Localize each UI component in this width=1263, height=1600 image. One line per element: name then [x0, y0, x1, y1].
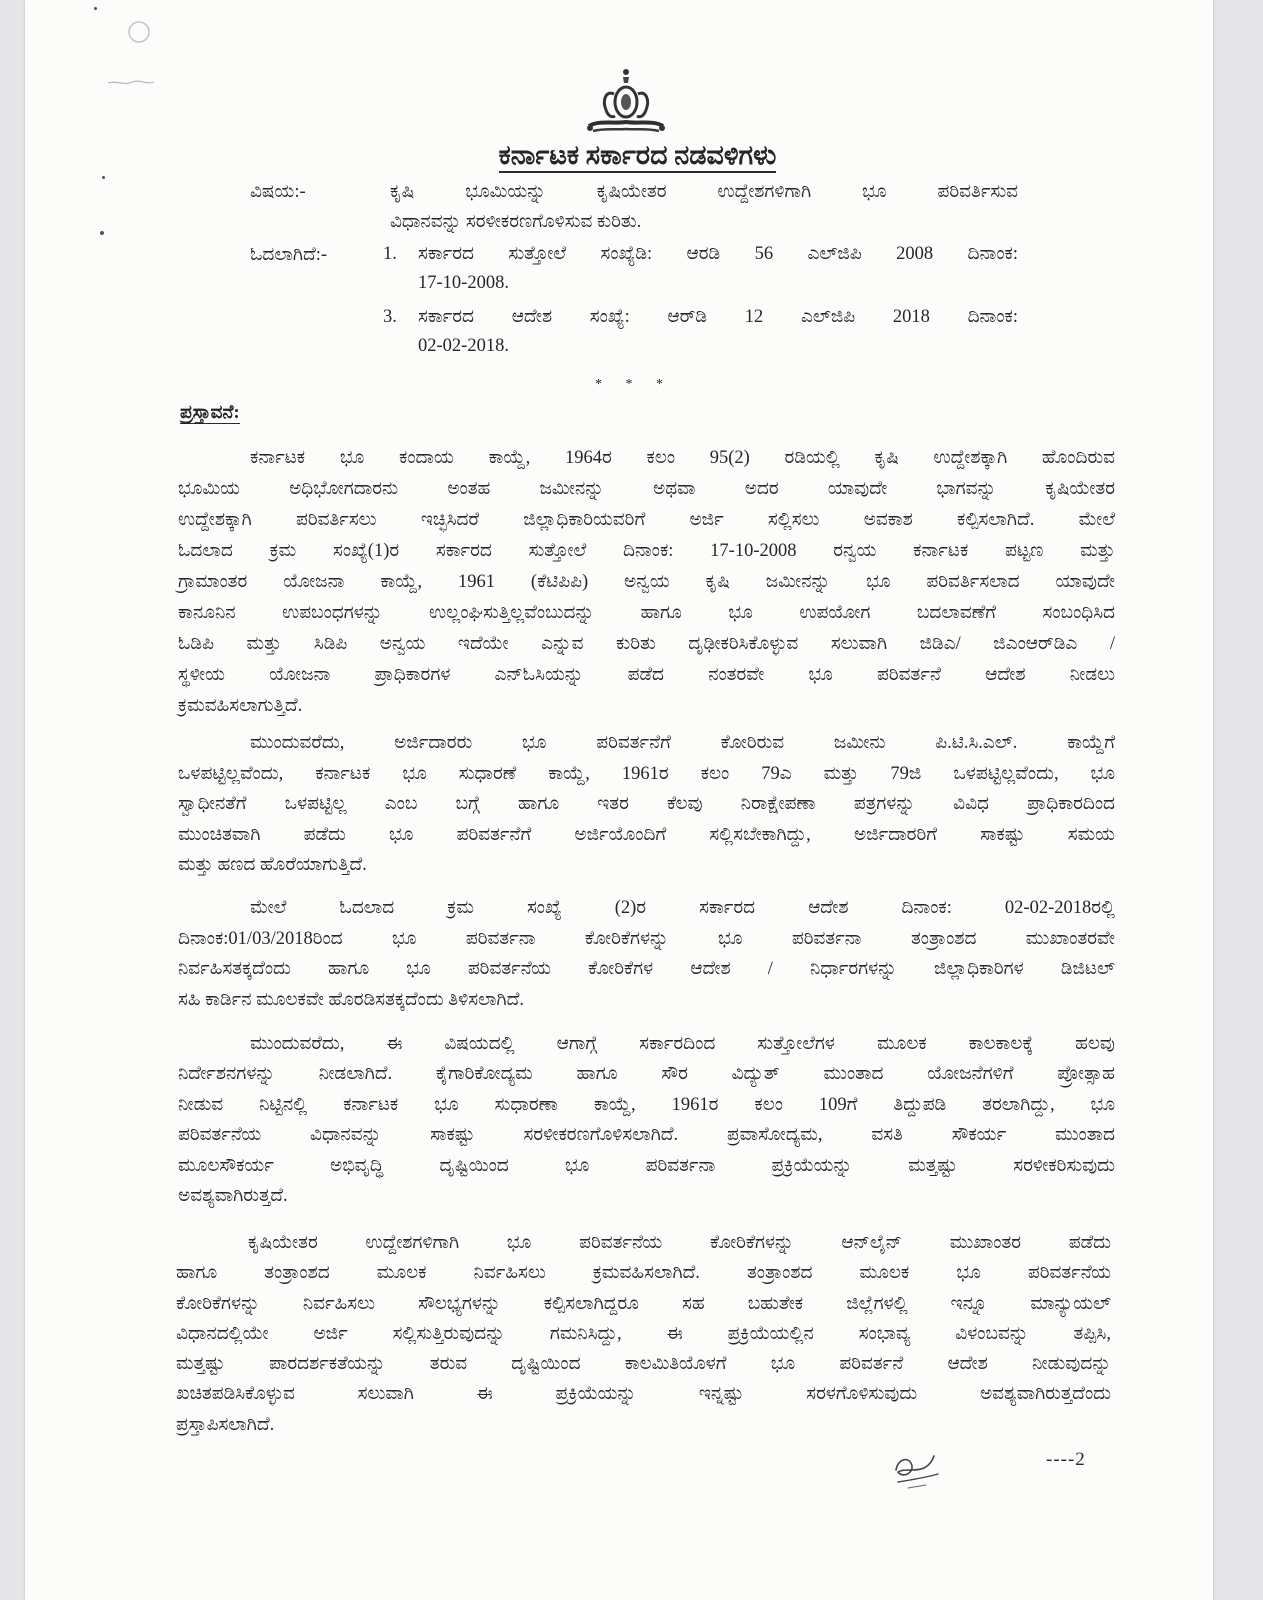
paragraph-line: ಕೋರಿಕೆಗಳನ್ನು ನಿರ್ವಹಿಸಲು ಸೌಲಭ್ಯಗಳನ್ನು ಕಲ್ಪಿಸಲಾಗಿದ್ದರೂ ಸಹ ಬಹುತೇಕ ಜಿಲ್ಲೆಗಳಲ್ಲಿ ಇನ್ನೂ ಮಾನ್ಯುಯಲ್: [176, 1293, 1111, 1314]
paragraph-line: ನಿರ್ದೇಶನಗಳನ್ನು ನೀಡಲಾಗಿದೆ. ಕೈಗಾರಿಕೋದ್ಯಮ ಹಾಗೂ ಸೌರ ವಿದ್ಯುತ್ ಮುಂತಾದ ಯೋಜನೆಗಳಿಗೆ ಪ್ರೋತ್ಸಾಹ: [178, 1064, 1115, 1085]
preamble-paragraph-4: [178, 1029, 1115, 1211]
subject-line: ವಿಧಾನವನ್ನು ಸರಳೀಕರಣಗೊಳಿಸುವ ಕುರಿತು.: [390, 212, 642, 232]
subject-text: [390, 177, 1018, 237]
paragraph-line: ಉದ್ದೇಶಕ್ಕಾಗಿ ಪರಿವರ್ತಿಸಲು ಇಚ್ಛಿಸಿದರೆ ಜಿಲ್ಲಾಧಿಕಾರಿಯವರಿಗೆ ಅರ್ಜಿ ಸಲ್ಲಿಸಲು ಅವಕಾಶ ಕಲ್ಪಿಸಲಾಗಿದೆ. ಮೇಲೆ: [178, 510, 1115, 530]
paragraph-line: ನೀಡುವ ನಿಟ್ಟಿನಲ್ಲಿ ಕರ್ನಾಟಕ ಭೂ ಸುಧಾರಣಾ ಕಾಯ್ದೆ, 1961ರ ಕಲಂ 109ಗೆ ತಿದ್ದುಪಡಿ ತರಲಾಗಿದ್ದು, ಭೂ: [178, 1094, 1115, 1115]
subject-label: ವಿಷಯ:-: [250, 182, 306, 202]
karnataka-emblem-icon: [585, 66, 667, 140]
preamble-paragraph-2: [178, 728, 1115, 881]
paragraph-line: ಮುಂದುವರೆದು, ಈ ವಿಷಯದಲ್ಲಿ ಆಗಾಗ್ಗೆ ಸರ್ಕಾರದಿಂದ ಸುತ್ತೋಲೆಗಳ ಮೂಲಕ ಕಾಲಕಾಲಕ್ಕೆ ಹಲವು: [250, 1034, 1115, 1054]
paragraph-line: ಖಚಿತಪಡಿಸಿಕೊಳ್ಳುವ ಸಲುವಾಗಿ ಈ ಪ್ರಕ್ರಿಯೆಯನ್ನು ಇನ್ನಷ್ಟು ಸರಳಗೊಳಿಸುವುದು ಅವಶ್ಯವಾಗಿರುತ್ತದೆಂದು: [176, 1384, 1111, 1405]
subject-line: ಕೃಷಿ ಭೂಮಿಯನ್ನು ಕೃಷಿಯೇತರ ಉದ್ದೇಶಗಳಿಗಾಗಿ ಭೂ ಪರಿವರ್ತಿಸುವ: [390, 182, 1018, 202]
paragraph-line: ಕ್ರಮವಹಿಸಲಾಗುತ್ತಿದೆ.: [178, 696, 303, 716]
scan-dot: [94, 7, 97, 10]
page-number-marker: ----2: [1046, 1449, 1086, 1470]
paragraph-line: ನಿರ್ವಹಿಸತಕ್ಕದೆಂದು ಹಾಗೂ ಭೂ ಪರಿವರ್ತನೆಯ ಕೋರಿಕೆಗಳ ಆದೇಶ / ನಿರ್ಧಾರಗಳನ್ನು ಜಿಲ್ಲಾಧಿಕಾರಿಗಳ ಡಿಜಿಟಲ್: [178, 959, 1115, 980]
paragraph-line: ಹಾಗೂ ತಂತ್ರಾಂಶದ ಮೂಲಕ ನಿರ್ವಹಿಸಲು ಕ್ರಮವಹಿಸಲಾಗಿದೆ. ತಂತ್ರಾಂಶದ ಮೂಲಕ ಭೂ ಪರಿವರ್ತನೆಯ: [176, 1263, 1111, 1284]
paragraph-line: ಗ್ರಾಮಾಂತರ ಯೋಜನಾ ಕಾಯ್ದೆ, 1961 (ಕೆಟಿಪಿಪಿ) ಅನ್ವಯ ಕೃಷಿ ಜಮೀನನ್ನು ಭೂ ಪರಿವರ್ತಿಸಲಾದ ಯಾವುದೇ: [178, 572, 1115, 592]
preamble-heading-text: ಪ್ರಸ್ತಾವನೆ:: [180, 403, 240, 423]
paragraph-line: ದಿನಾಂಕ:01/03/2018ರಿಂದ ಭೂ ಪರಿವರ್ತನಾ ಕೋರಿಕೆಗಳನ್ನು ಭೂ ಪರಿವರ್ತನಾ ತಂತ್ರಾಂಶದ ಮುಖಾಂತರವೇ: [178, 928, 1115, 949]
preamble-paragraph-1: [178, 443, 1115, 722]
paragraph-line: ಪ್ರಸ್ತಾಪಿಸಲಾಗಿದೆ.: [176, 1414, 275, 1435]
preamble-heading: [180, 398, 240, 428]
scan-smudge-mark: [106, 76, 156, 90]
references-label: ಓದಲಾಗಿದೆ:-: [250, 245, 328, 265]
reference-line: 02-02-2018.: [418, 335, 509, 356]
reference-number: 1.: [383, 244, 397, 264]
paragraph-line: ವಿಧಾನದಲ್ಲಿಯೇ ಅರ್ಜಿ ಸಲ್ಲಿಸುತ್ತಿರುವುದನ್ನು ಗಮನಿಸಿದ್ದು, ಈ ಪ್ರಕ್ರಿಯೆಯಲ್ಲಿನ ಸಂಭಾವ್ಯ ವಿಳಂಬವನ್ನು ತಪ್ಪಿಸಿ,: [176, 1323, 1111, 1344]
reference-text: [418, 303, 1018, 360]
paragraph-line: ಸ್ಥಳೀಯ ಯೋಜನಾ ಪ್ರಾಧಿಕಾರಗಳ ಎನ್‌ಓಸಿಯನ್ನು ಪಡೆದ ನಂತರವೇ ಭೂ ಪರಿವರ್ತನೆ ಆದೇಶ ನೀಡಲು: [178, 665, 1115, 685]
paragraph-line: ಕೃಷಿಯೇತರ ಉದ್ದೇಶಗಳಿಗಾಗಿ ಭೂ ಪರಿವರ್ತನೆಯ ಕೋರಿಕೆಗಳನ್ನು ಆನ್‌ಲೈನ್ ಮುಖಾಂತರ ಪಡೆದು: [248, 1233, 1111, 1253]
scan-circle-mark: [126, 19, 152, 45]
preamble-paragraph-5: [176, 1228, 1111, 1440]
paragraph-line: ಕಾನೂನಿನ ಉಪಬಂಧಗಳನ್ನು ಉಲ್ಲಂಘಿಸುತ್ತಿಲ್ಲವೆಂಬುದನ್ನು ಹಾಗೂ ಭೂ ಉಪಯೋಗ ಬದಲಾವಣೆಗೆ ಸಂಬಂಧಿಸಿದ: [178, 603, 1115, 623]
paragraph-line: ಸ್ವಾಧೀನತೆಗೆ ಒಳಪಟ್ಟಿಲ್ಲ ಎಂಬ ಬಗ್ಗೆ ಹಾಗೂ ಇತರ ಕೆಲವು ನಿರಾಕ್ಷೇಪಣಾ ಪತ್ರಗಳನ್ನು ವಿವಿಧ ಪ್ರಾಧಿಕಾರದಿಂದ: [178, 794, 1115, 814]
paragraph-line: ಅವಶ್ಯವಾಗಿರುತ್ತದೆ.: [178, 1186, 288, 1207]
paragraph-line: ಸಹಿ ಕಾರ್ಡಿನ ಮೂಲಕವೇ ಹೊರಡಿಸತಕ್ಕದೆಂದು ತಿಳಿಸಲಾಗಿದೆ.: [178, 990, 524, 1011]
reference-number: 3.: [383, 307, 397, 327]
paragraph-line: ಮುಂಚಿತವಾಗಿ ಪಡೆದು ಭೂ ಪರಿವರ್ತನೆಗೆ ಅರ್ಜಿಯೊಂದಿಗೆ ಸಲ್ಲಿಸಬೇಕಾಗಿದ್ದು, ಅರ್ಜಿದಾರರಿಗೆ ಸಾಕಷ್ಟು ಸಮಯ: [178, 824, 1115, 845]
paragraph-line: ಓದಲಾದ ಕ್ರಮ ಸಂಖ್ಯೆ(1)ರ ಸರ್ಕಾರದ ಸುತ್ತೋಲೆ ದಿನಾಂಕ: 17-10-2008 ರನ್ವಯ ಕರ್ನಾಟಕ ಪಟ್ಟಣ ಮತ್ತು: [178, 541, 1115, 561]
section-separator: * * *: [595, 377, 673, 392]
paragraph-line: ಮುಂದುವರೆದು, ಅರ್ಜಿದಾರರು ಭೂ ಪರಿವರ್ತನೆಗೆ ಕೋರಿರುವ ಜಮೀನು ಪಿ.ಟಿ.ಸಿ.ಎಲ್. ಕಾಯ್ದೆಗೆ: [250, 733, 1115, 753]
page-title: [440, 138, 835, 172]
paragraph-line: ಓಡಿಪಿ ಮತ್ತು ಸಿಡಿಪಿ ಅನ್ವಯ ಇದೆಯೇ ಎನ್ನುವ ಕುರಿತು ದೃಢೀಕರಿಸಿಕೊಳ್ಳುವ ಸಲುವಾಗಿ ಜಿಡಿಎ/ ಜಿಎಂಆರ್‌ಡಿಎ /: [178, 634, 1115, 654]
scan-dot: [100, 231, 104, 235]
paragraph-line: ಭೂಮಿಯ ಅಧಿಭೋಗದಾರನು ಅಂತಹ ಜಮೀನನ್ನು ಅಥವಾ ಅದರ ಯಾವುದೇ ಭಾಗವನ್ನು ಕೃಷಿಯೇತರ: [178, 479, 1115, 499]
scan-dot: [102, 176, 105, 179]
reference-line: ಸರ್ಕಾರದ ಆದೇಶ ಸಂಖ್ಯೆ: ಆರ್‌ಡಿ 12 ಎಲ್‌ಜಿಪಿ 2018 ದಿನಾಂಕ:: [418, 307, 1018, 327]
paragraph-line: ಮೂಲಸೌಕರ್ಯ ಅಭಿವೃದ್ಧಿ ದೃಷ್ಟಿಯಿಂದ ಭೂ ಪರಿವರ್ತನಾ ಪ್ರಕ್ರಿಯೆಯನ್ನು ಮತ್ತಷ್ಟು ಸರಳೀಕರಿಸುವುದು: [178, 1155, 1115, 1176]
reference-line: 17-10-2008.: [418, 273, 509, 293]
signature-icon: [888, 1448, 948, 1496]
paragraph-line: ಮೇಲೆ ಓದಲಾದ ಕ್ರಮ ಸಂಖ್ಯೆ (2)ರ ಸರ್ಕಾರದ ಆದೇಶ ದಿನಾಂಕ: 02-02-2018ರಲ್ಲಿ: [250, 898, 1115, 918]
title-text: ಕರ್ನಾಟಕ ಸರ್ಕಾರದ ನಡವಳಿಗಳು: [499, 140, 777, 173]
paragraph-line: ಪರಿವರ್ತನೆಯ ವಿಧಾನವನ್ನು ಸಾಕಷ್ಟು ಸರಳೀಕರಣಗೊಳಿಸಲಾಗಿದೆ. ಪ್ರವಾಸೋದ್ಯಮ, ವಸತಿ ಸೌಕರ್ಯ ಮುಂತಾದ: [178, 1125, 1115, 1146]
paragraph-line: ಒಳಪಟ್ಟಿಲ್ಲವೆಂದು, ಕರ್ನಾಟಕ ಭೂ ಸುಧಾರಣೆ ಕಾಯ್ದೆ, 1961ರ ಕಲಂ 79ಎ ಮತ್ತು 79ಜಿ ಒಳಪಟ್ಟಿಲ್ಲವೆಂದು, ಭೂ: [178, 763, 1115, 784]
paragraph-line: ಮತ್ತಷ್ಟು ಪಾರದರ್ಶಕತೆಯನ್ನು ತರುವ ದೃಷ್ಟಿಯಿಂದ ಕಾಲಮಿತಿಯೊಳಗೆ ಭೂ ಪರಿವರ್ತನೆ ಆದೇಶ ನೀಡುವುದನ್ನು: [176, 1354, 1111, 1375]
reference-text: [418, 240, 1018, 298]
paragraph-line: ಕರ್ನಾಟಕ ಭೂ ಕಂದಾಯ ಕಾಯ್ದೆ, 1964ರ ಕಲಂ 95(2) ರಡಿಯಲ್ಲಿ ಕೃಷಿ ಉದ್ದೇಶಕ್ಕಾಗಿ ಹೊಂದಿರುವ: [250, 448, 1115, 468]
preamble-paragraph-3: [178, 893, 1115, 1016]
paragraph-line: ಮತ್ತು ಹಣದ ಹೊರೆಯಾಗುತ್ತಿದೆ.: [178, 855, 367, 875]
reference-line: ಸರ್ಕಾರದ ಸುತ್ತೋಲೆ ಸಂಖ್ಯೆಡಿ: ಆರಡಿ 56 ಎಲ್‌ಜಿಪಿ 2008 ದಿನಾಂಕ:: [418, 244, 1018, 264]
